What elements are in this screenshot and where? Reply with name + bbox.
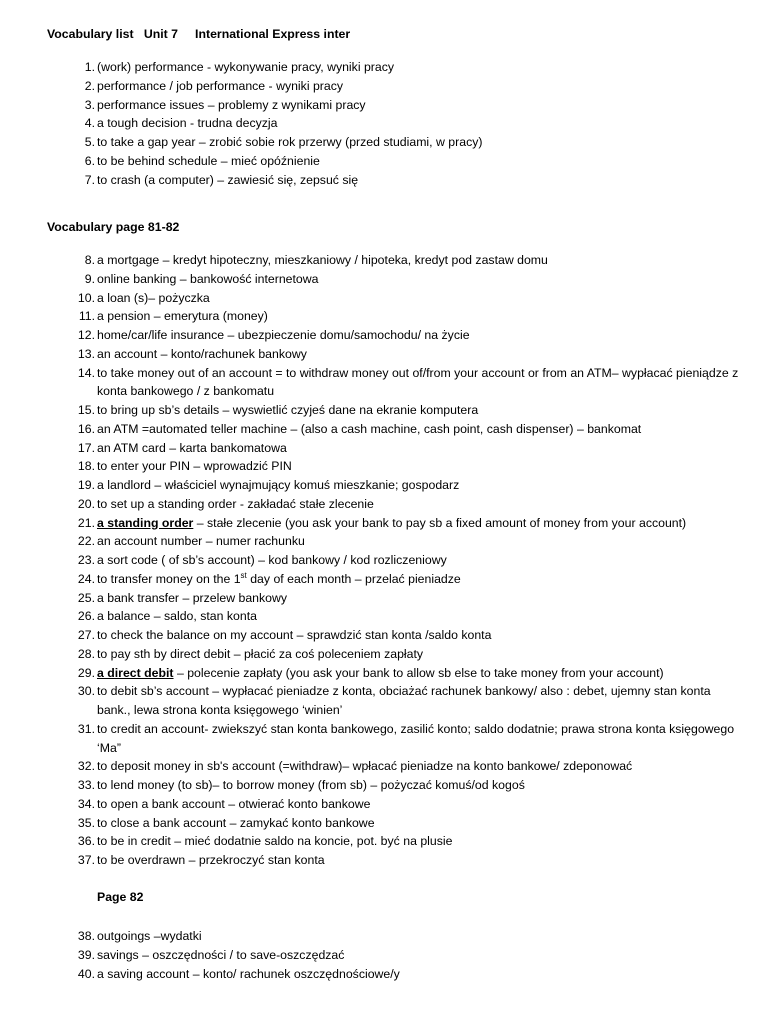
- item-text: home/car/life insurance – ubezpieczenie domu/samochodu/ na życie: [97, 328, 470, 342]
- list-item: [47, 589, 747, 608]
- list-item: [47, 851, 747, 870]
- item-number: 26 .: [69, 607, 95, 626]
- section-heading: Page 82: [97, 890, 144, 904]
- list-item: [47, 814, 747, 833]
- list-item: [47, 457, 747, 476]
- item-text: savings – oszczędności / to save-oszczędzać: [97, 947, 345, 962]
- list-item: [47, 251, 747, 270]
- item-text: a pension – emerytura (money): [97, 309, 268, 324]
- item-number: 28 .: [69, 645, 95, 664]
- list-item: [47, 776, 747, 795]
- vocab-list-page-82: [47, 927, 747, 983]
- item-number: 35 .: [69, 814, 95, 833]
- item-number: 30 .: [69, 682, 95, 701]
- item-number: 9 .: [69, 270, 95, 289]
- list-item: [47, 133, 747, 152]
- item-number: 32 .: [69, 757, 95, 776]
- item-text: to lend money (to sb)– to borrow money (from sb) – pożyczać komuś/od kogoś: [97, 778, 525, 792]
- item-text: to be in credit – mieć dodatnie saldo na koncie, pot. być na plusie: [97, 834, 453, 849]
- item-text: day of each month – przelać pieniadze: [246, 571, 461, 586]
- item-number: 20 .: [69, 495, 95, 514]
- item-text: to enter your PIN – wprowadzić PIN: [97, 459, 292, 474]
- item-text: to be behind schedule – mieć opóźnienie: [97, 153, 320, 168]
- list-item: [47, 570, 747, 589]
- item-number: 11 .: [69, 307, 95, 326]
- list-item: [47, 664, 747, 683]
- item-text: – polecenie zapłaty (you ask your bank to allow sb else to take money from your account): [173, 665, 664, 680]
- list-item: [47, 307, 747, 326]
- item-text: a balance – saldo, stan konta: [97, 609, 257, 624]
- item-text: a landlord – właściciel wynajmujący komuś mieszkanie; gospodarz: [97, 478, 460, 492]
- list-item: [47, 439, 747, 458]
- item-number: 27 .: [69, 626, 95, 645]
- list-item: [47, 326, 747, 345]
- item-text: a saving account – konto/ rachunek oszczędnościowe/y: [97, 966, 400, 981]
- item-text: to set up a standing order - zakładać stałe zlecenie: [97, 496, 374, 511]
- list-item: [47, 420, 747, 439]
- item-text: online banking – bankowość internetowa: [97, 271, 319, 286]
- item-text: an ATM =automated teller machine – (also a cash machine, cash point, cash dispenser) – bankomat: [97, 421, 642, 436]
- list-item: [47, 345, 747, 364]
- vocab-list-unit7: [47, 58, 747, 189]
- item-number: 19 .: [69, 476, 95, 495]
- item-number: 2 .: [69, 77, 95, 96]
- item-number: 31 .: [69, 720, 95, 739]
- item-text: to debit sb’s account – wypłacać pieniadze z konta, obciażać rachunek bankowy/ also : debet, ujemny stan konta bank., lewa strona konta księgowego ‘winien’: [97, 684, 711, 717]
- list-item: [47, 607, 747, 626]
- item-text: a sort code ( of sb’s account) – kod bankowy / kod rozliczeniowy: [97, 553, 447, 567]
- list-item: [47, 58, 747, 77]
- item-number: 12 .: [69, 326, 95, 345]
- item-number: 39 .: [69, 946, 95, 965]
- section-heading: Vocabulary page 81-82: [47, 220, 180, 234]
- item-number: 21 .: [69, 514, 95, 533]
- item-text: an ATM card – karta bankomatowa: [97, 440, 287, 455]
- item-number: 5 .: [69, 133, 95, 152]
- item-number: 24 .: [69, 570, 95, 589]
- item-number: 40 .: [69, 965, 95, 984]
- list-item: [47, 114, 747, 133]
- list-item: [47, 682, 747, 720]
- key-term: a standing order: [97, 515, 194, 530]
- list-item: [47, 946, 747, 965]
- item-number: 18 .: [69, 457, 95, 476]
- list-item: [47, 96, 747, 115]
- item-number: 16 .: [69, 420, 95, 439]
- item-text: to take a gap year – zrobić sobie rok przerwy (przed studiami, w pracy): [97, 135, 483, 149]
- item-number: 36 .: [69, 832, 95, 851]
- item-text: to credit an account- zwiekszyć stan konta bankowego, zasilić konto; saldo dodatnie; prawa strona konta księgowego ‘Ma”: [97, 721, 735, 755]
- item-number: 8 .: [69, 251, 95, 270]
- list-item: [47, 495, 747, 514]
- item-text: performance / job performance - wyniki pracy: [97, 78, 344, 93]
- key-term: a direct debit: [97, 665, 174, 680]
- item-text-start: to transfer money on the 1: [97, 571, 241, 586]
- item-number: 3 .: [69, 96, 95, 115]
- item-text: to close a bank account – zamykać konto bankowe: [97, 815, 375, 830]
- item-text: to be overdrawn – przekroczyć stan konta: [97, 853, 325, 867]
- item-number: 14 .: [69, 364, 95, 383]
- item-text: a tough decision - trudna decyzja: [97, 116, 278, 131]
- ordinal-suffix: st: [240, 570, 247, 580]
- list-item: [47, 757, 747, 776]
- item-text: outgoings –wydatki: [97, 929, 202, 943]
- list-item: [47, 171, 747, 190]
- item-text: (work) performance - wykonywanie pracy, wyniki pracy: [97, 60, 395, 74]
- list-item: [47, 289, 747, 308]
- list-item: [47, 645, 747, 664]
- item-text: – stałe zlecenie (you ask your bank to pay sb a fixed amount of money from your account): [193, 515, 687, 530]
- item-number: 22 .: [69, 532, 95, 551]
- item-text: to open a bank account – otwierać konto bankowe: [97, 796, 371, 811]
- item-number: 33 .: [69, 776, 95, 795]
- list-item: [47, 401, 747, 420]
- item-number: 25 .: [69, 589, 95, 608]
- item-text: performance issues – problemy z wynikami pracy: [97, 97, 366, 112]
- list-item: [47, 532, 747, 551]
- item-text: a mortgage – kredyt hipoteczny, mieszkaniowy / hipoteka, kredyt pod zastaw domu: [97, 253, 548, 267]
- list-item: [47, 965, 747, 984]
- item-number: 6 .: [69, 152, 95, 171]
- list-item: [47, 364, 747, 402]
- item-number: 38 .: [69, 927, 95, 946]
- item-text: to crash (a computer) – zawiesić się, zepsuć się: [97, 172, 359, 187]
- item-number: 17 .: [69, 439, 95, 458]
- item-number: 1 .: [69, 58, 95, 77]
- list-item: [47, 77, 747, 96]
- item-text: to deposit money in sb's account (=withdraw)– wpłacać pieniadze na konto bankowe/ zdeponować: [97, 759, 633, 774]
- item-number: 7 .: [69, 171, 95, 190]
- list-item: [47, 720, 747, 758]
- list-item: [47, 626, 747, 645]
- list-item: [47, 551, 747, 570]
- item-text: to pay sth by direct debit – płacić za coś poleceniem zapłaty: [97, 646, 424, 661]
- item-text: to check the balance on my account – sprawdzić stan konta /saldo konta: [97, 628, 492, 642]
- item-text: an account – konto/rachunek bankowy: [97, 346, 307, 361]
- item-text: an account number – numer rachunku: [97, 534, 305, 549]
- list-item: [47, 476, 747, 495]
- item-number: 29 .: [69, 664, 95, 683]
- item-number: 4 .: [69, 114, 95, 133]
- item-text: a bank transfer – przelew bankowy: [97, 590, 288, 605]
- item-number: 15 .: [69, 401, 95, 420]
- item-number: 13 .: [69, 345, 95, 364]
- list-item: [47, 152, 747, 171]
- item-text: to bring up sb’s details – wyswietlić czyjeś dane na ekranie komputera: [97, 403, 479, 417]
- list-item: [47, 514, 747, 533]
- item-number: 37 .: [69, 851, 95, 870]
- list-item: [47, 927, 747, 946]
- list-item: [47, 270, 747, 289]
- item-text: a loan (s)– pożyczka: [97, 290, 210, 305]
- item-text: to take money out of an account = to withdraw money out of/from your account or from an ATM– wypłacać pieniądze z konta bankowego / z bankomatu: [97, 365, 739, 399]
- list-item: [47, 795, 747, 814]
- list-item: [47, 832, 747, 851]
- page-title: Vocabulary list Unit 7 International Express inter: [47, 27, 351, 41]
- item-number: 10 .: [69, 289, 95, 308]
- vocab-list-page-81-82: [47, 251, 747, 870]
- item-number: 23 .: [69, 551, 95, 570]
- item-number: 34 .: [69, 795, 95, 814]
